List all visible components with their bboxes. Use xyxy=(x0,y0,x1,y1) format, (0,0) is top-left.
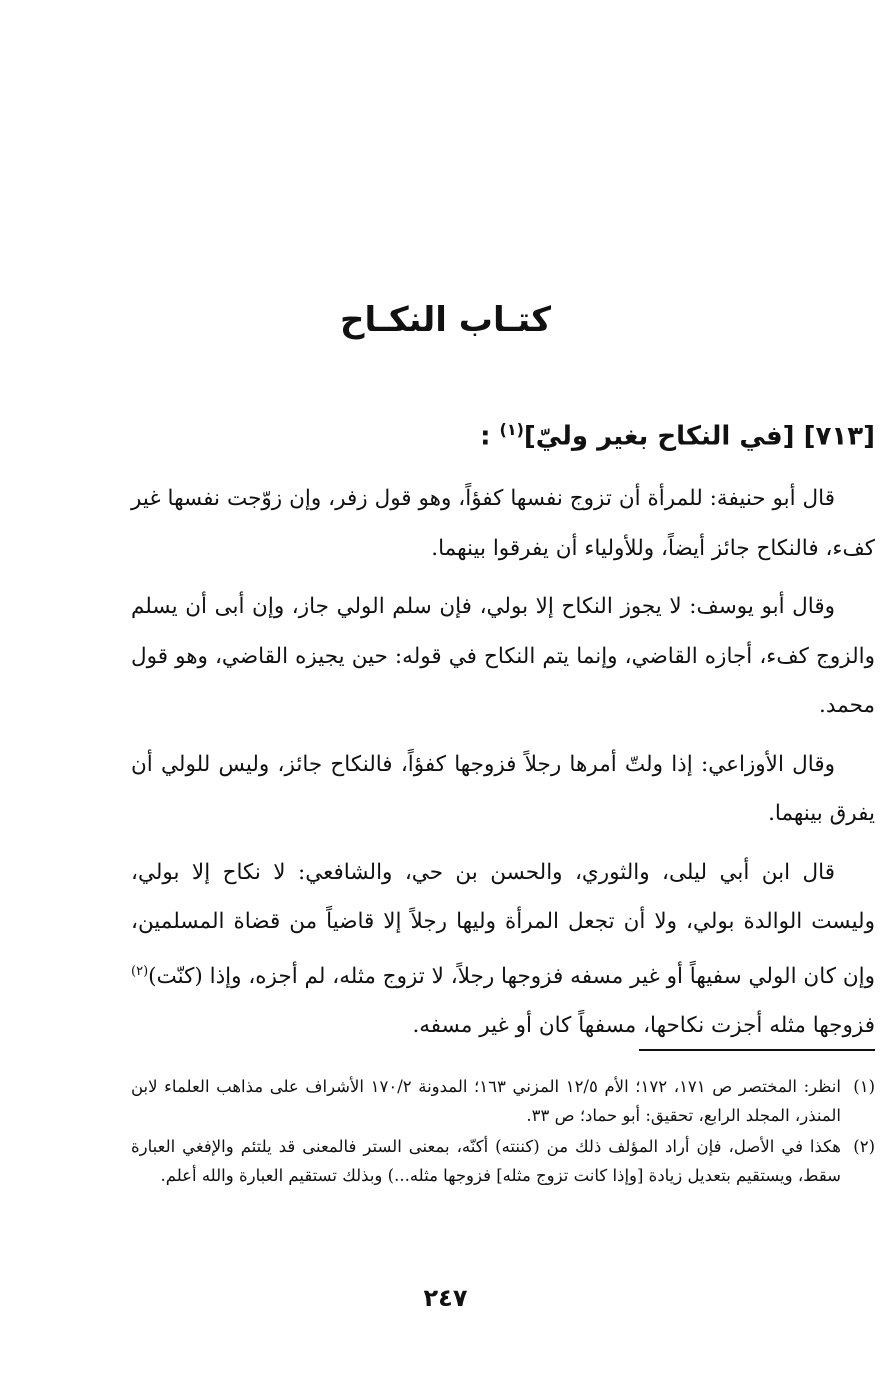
footnote-ref-1[interactable]: (١) xyxy=(499,420,524,439)
book-title: كتـاب النكـاح xyxy=(339,300,551,340)
paragraph-text: قال ابن أبي ليلى، والثوري، والحسن بن حي، والشافعي: لا نكاح إلا بولي، وليست الوالدة بولي، ولا أن تجعل المرأة وليها رجلاً إلا قاضياً من قضاة المسلمين، وإن كان الولي سفيهاً أو غير مسفه فزوجها رجلاً، لا تزوج مثله، لم أجزه، وإذا (كنّت) xyxy=(131,859,875,989)
footnote-1 xyxy=(131,1072,875,1130)
footnote-2 xyxy=(131,1132,875,1190)
footnote-number: (١) xyxy=(853,1077,875,1096)
paragraph-text: قال أبو حنيفة: للمرأة أن تزوج نفسها كفؤاً، وهو قول زفر، وإن زوّجت نفسها غير كفء، فالنكاح جائز أيضاً، وللأولياء أن يفرقوا بينهما. xyxy=(131,486,875,561)
paragraph-text: وقال الأوزاعي: إذا ولتّ أمرها رجلاً فزوجها كفؤاً، فالنكاح جائز، وليس للولي أن يفرق بينهما. xyxy=(131,751,875,826)
footnote-text: انظر: المختصر ص ١٧١، ١٧٢؛ الأم ١٢/٥ المزني ١٦٣؛ المدونة ١٧٠/٢ الأشراف على مذاهب العلماء لابن المنذر، المجلد الرابع، تحقيق: أبو حماد؛ ص ٣٣. xyxy=(131,1077,841,1125)
paragraph-text: وقال أبو يوسف: لا يجوز النكاح إلا بولي، فإن سلم الولي جاز، وإن أبى أن يسلم والزوج كفء، أجازه القاضي، وإنما يتم النكاح في قوله: حين يجيزه القاضي، وهو قول محمد. xyxy=(131,594,875,718)
section-heading xyxy=(115,420,875,452)
paragraph-text: فزوجها مثله أجزت نكاحها، مسفهاً كان أو غير مسفه. xyxy=(412,1013,875,1039)
paragraph-abu-hanifa xyxy=(131,474,875,573)
footnote-separator xyxy=(639,1049,875,1051)
footnote-ref-2[interactable]: (٢) xyxy=(131,963,149,979)
section-title: [في النكاح بغير وليّ] xyxy=(523,421,795,452)
paragraph-abu-yusuf xyxy=(131,582,875,731)
footnotes xyxy=(131,1072,875,1192)
section-number: [٧١٣] xyxy=(803,421,875,452)
paragraph-awzai xyxy=(131,740,875,839)
paragraph-ibn-abi-layla xyxy=(131,848,875,1051)
page-number: ٢٤٧ xyxy=(423,1284,468,1312)
body-text xyxy=(131,474,875,1060)
footnote-text: هكذا في الأصل، فإن أراد المؤلف ذلك من (كننته) أكنّه، بمعنى الستر فالمعنى قد يلتئم والإفغي العبارة سقط، ويستقيم بتعديل زيادة [وإذا كانت تزوج مثله] فزوجها مثله...) وبذلك تستقيم العبارة والله أعلم. xyxy=(131,1137,841,1185)
section-colon: : xyxy=(480,421,491,452)
footnote-number: (٢) xyxy=(853,1137,875,1156)
